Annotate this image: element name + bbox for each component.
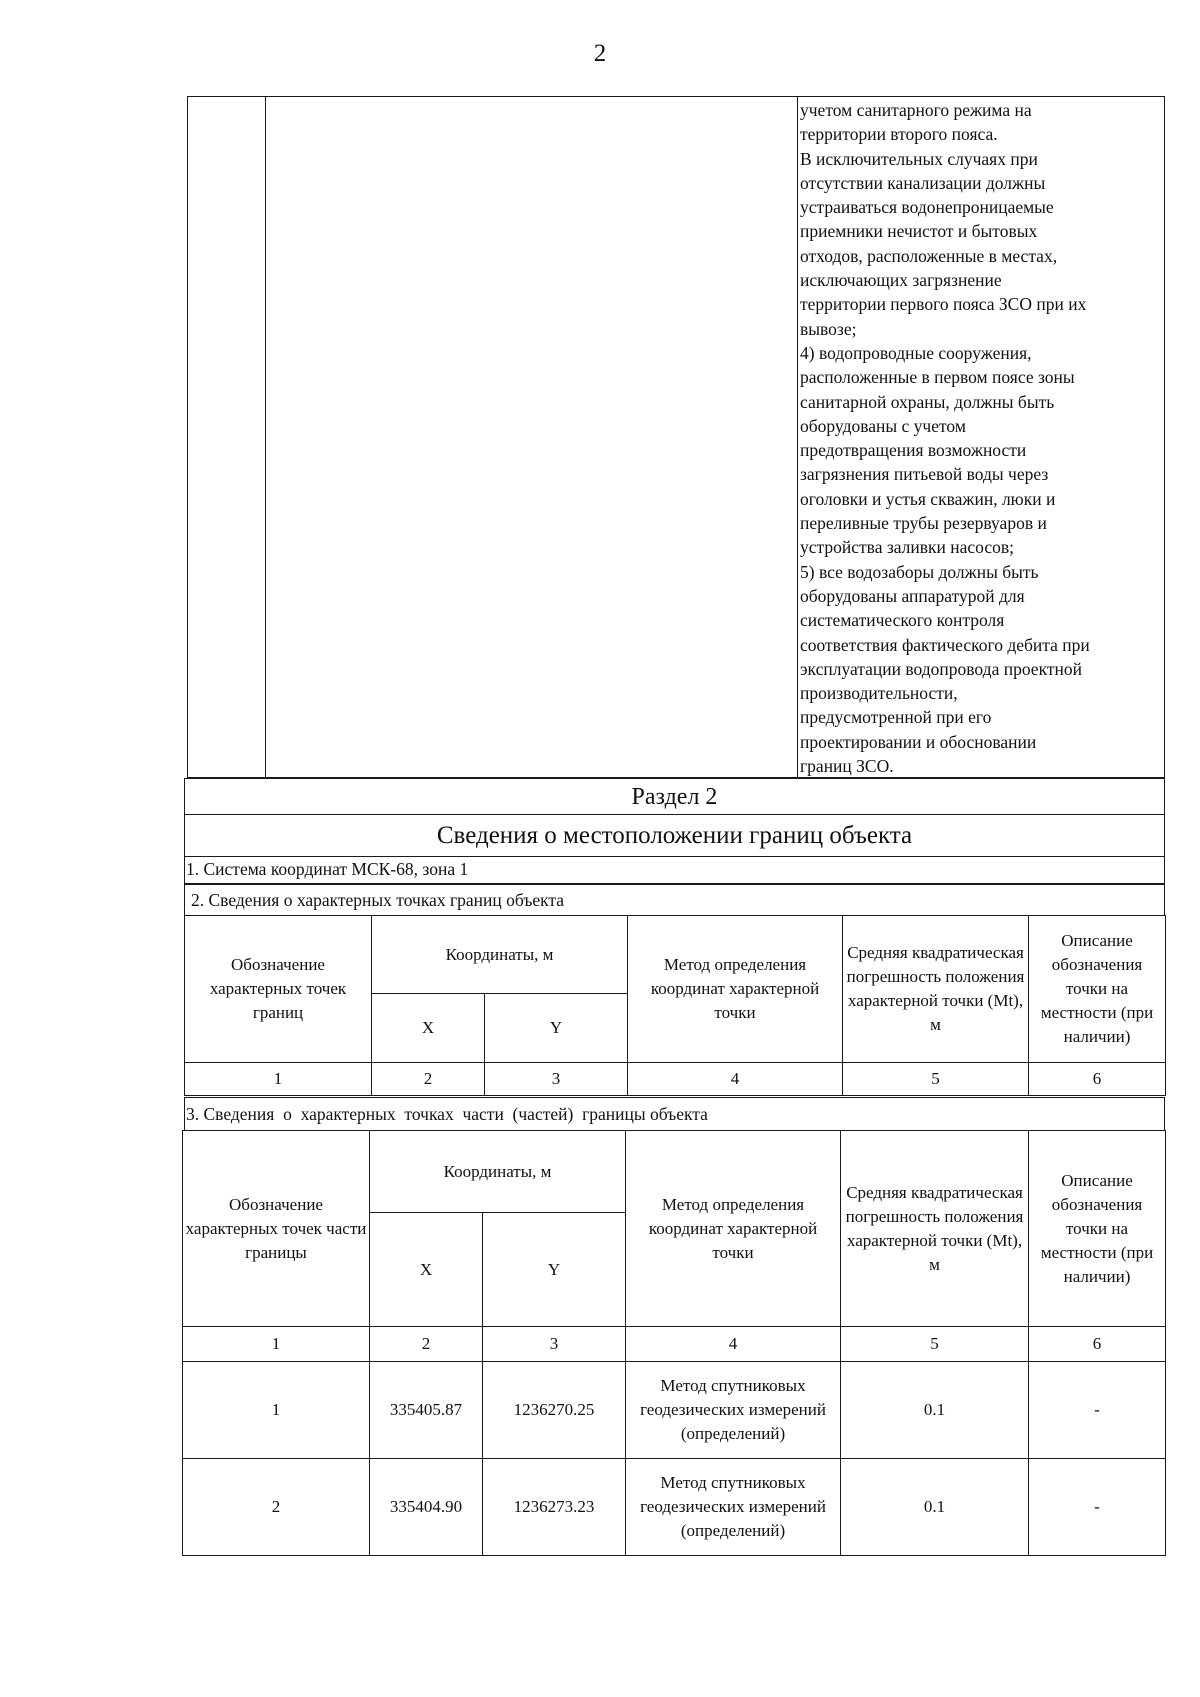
part2-table <box>184 915 1166 1096</box>
part2-num-6: 6 <box>1029 1063 1166 1096</box>
part3-num-5: 5 <box>841 1327 1029 1362</box>
point-id: 1 <box>183 1362 370 1459</box>
part3-num-6: 6 <box>1029 1327 1166 1362</box>
method: Метод спутниковых геодезических измерений (определений) <box>626 1362 841 1459</box>
part2-y-header: Y <box>485 994 628 1063</box>
coord-x: 335404.90 <box>370 1459 483 1556</box>
top-block-divider-1 <box>265 96 266 778</box>
page-number: 2 <box>593 40 607 67</box>
part2-method-header: Метод определения координат характерной точки <box>628 916 843 1063</box>
part2-x-header: X <box>372 994 485 1063</box>
part3-num-4: 4 <box>626 1327 841 1362</box>
section-title: Раздел 2 <box>631 784 718 810</box>
coord-y: 1236270.25 <box>483 1362 626 1459</box>
part3-num-3: 3 <box>483 1327 626 1362</box>
part3-y-header: Y <box>483 1213 626 1327</box>
part3-coords-header: Координаты, м <box>370 1131 626 1213</box>
section-divider <box>184 814 1165 815</box>
part2-num-4: 4 <box>628 1063 843 1096</box>
table-row <box>183 1459 1166 1556</box>
part2-num-1: 1 <box>185 1063 372 1096</box>
method: Метод спутниковых геодезических измерений (определений) <box>626 1459 841 1556</box>
part3-num-2: 2 <box>370 1327 483 1362</box>
requirements-text: учетом санитарного режима на территории второго пояса. В исключительных случаях при отсутствии канализации должны устраиваться водонепроницаемые приемники нечистот и бытовых отходов, расположенные в местах, исключающих загрязнение территории первого пояса ЗСО при их вывозе; 4) водопроводные сооружения, расположенные в первом поясе зоны санитарной охраны, должны быть оборудованы с учетом предотвращения возможности загрязнения питьевой воды через оголовки и устья скважин, люки и переливные трубы резервуаров и устройства заливки насосов; 5) все водозаборы должны быть оборудованы аппаратурой для систематического контроля соответствия фактического дебита при эксплуатации водопровода проектной производительности, предусмотренной при его проектировании и обосновании границ ЗСО. <box>800 100 1090 777</box>
part3-col1-header: Обозначение характерных точек части границы <box>183 1131 370 1327</box>
part3-table <box>182 1130 1166 1556</box>
point-description: - <box>1029 1362 1166 1459</box>
part3-heading: 3. Сведения о характерных точках части (частей) границы объекта <box>186 1104 708 1124</box>
point-id: 2 <box>183 1459 370 1556</box>
part2-description-header: Описание обозначения точки на местности (при наличии) <box>1029 916 1166 1063</box>
top-block-divider-2 <box>797 96 798 778</box>
part3-method-header: Метод определения координат характерной точки <box>626 1131 841 1327</box>
part2-num-5: 5 <box>843 1063 1029 1096</box>
part3-num-1: 1 <box>183 1327 370 1362</box>
part2-col1-header: Обозначение характерных точек границ <box>185 916 372 1063</box>
part2-num-3: 3 <box>485 1063 628 1096</box>
part2-coords-header: Координаты, м <box>372 916 628 994</box>
coordinate-system: 1. Система координат МСК-68, зона 1 <box>186 859 469 879</box>
point-description: - <box>1029 1459 1166 1556</box>
part2-accuracy-header: Средняя квадратическая погрешность положения характерной точки (Mt), м <box>843 916 1029 1063</box>
accuracy-mt: 0.1 <box>841 1459 1029 1556</box>
table-row <box>183 1362 1166 1459</box>
part3-x-header: X <box>370 1213 483 1327</box>
accuracy-mt: 0.1 <box>841 1362 1029 1459</box>
part3-accuracy-header: Средняя квадратическая погрешность положения характерной точки (Mt), м <box>841 1131 1029 1327</box>
section-subtitle: Сведения о местоположении границ объекта <box>436 822 913 849</box>
part2-num-2: 2 <box>372 1063 485 1096</box>
coord-x: 335405.87 <box>370 1362 483 1459</box>
coord-y: 1236273.23 <box>483 1459 626 1556</box>
part2-heading: 2. Сведения о характерных точках границ объекта <box>191 890 565 910</box>
part3-description-header: Описание обозначения точки на местности (при наличии) <box>1029 1131 1166 1327</box>
